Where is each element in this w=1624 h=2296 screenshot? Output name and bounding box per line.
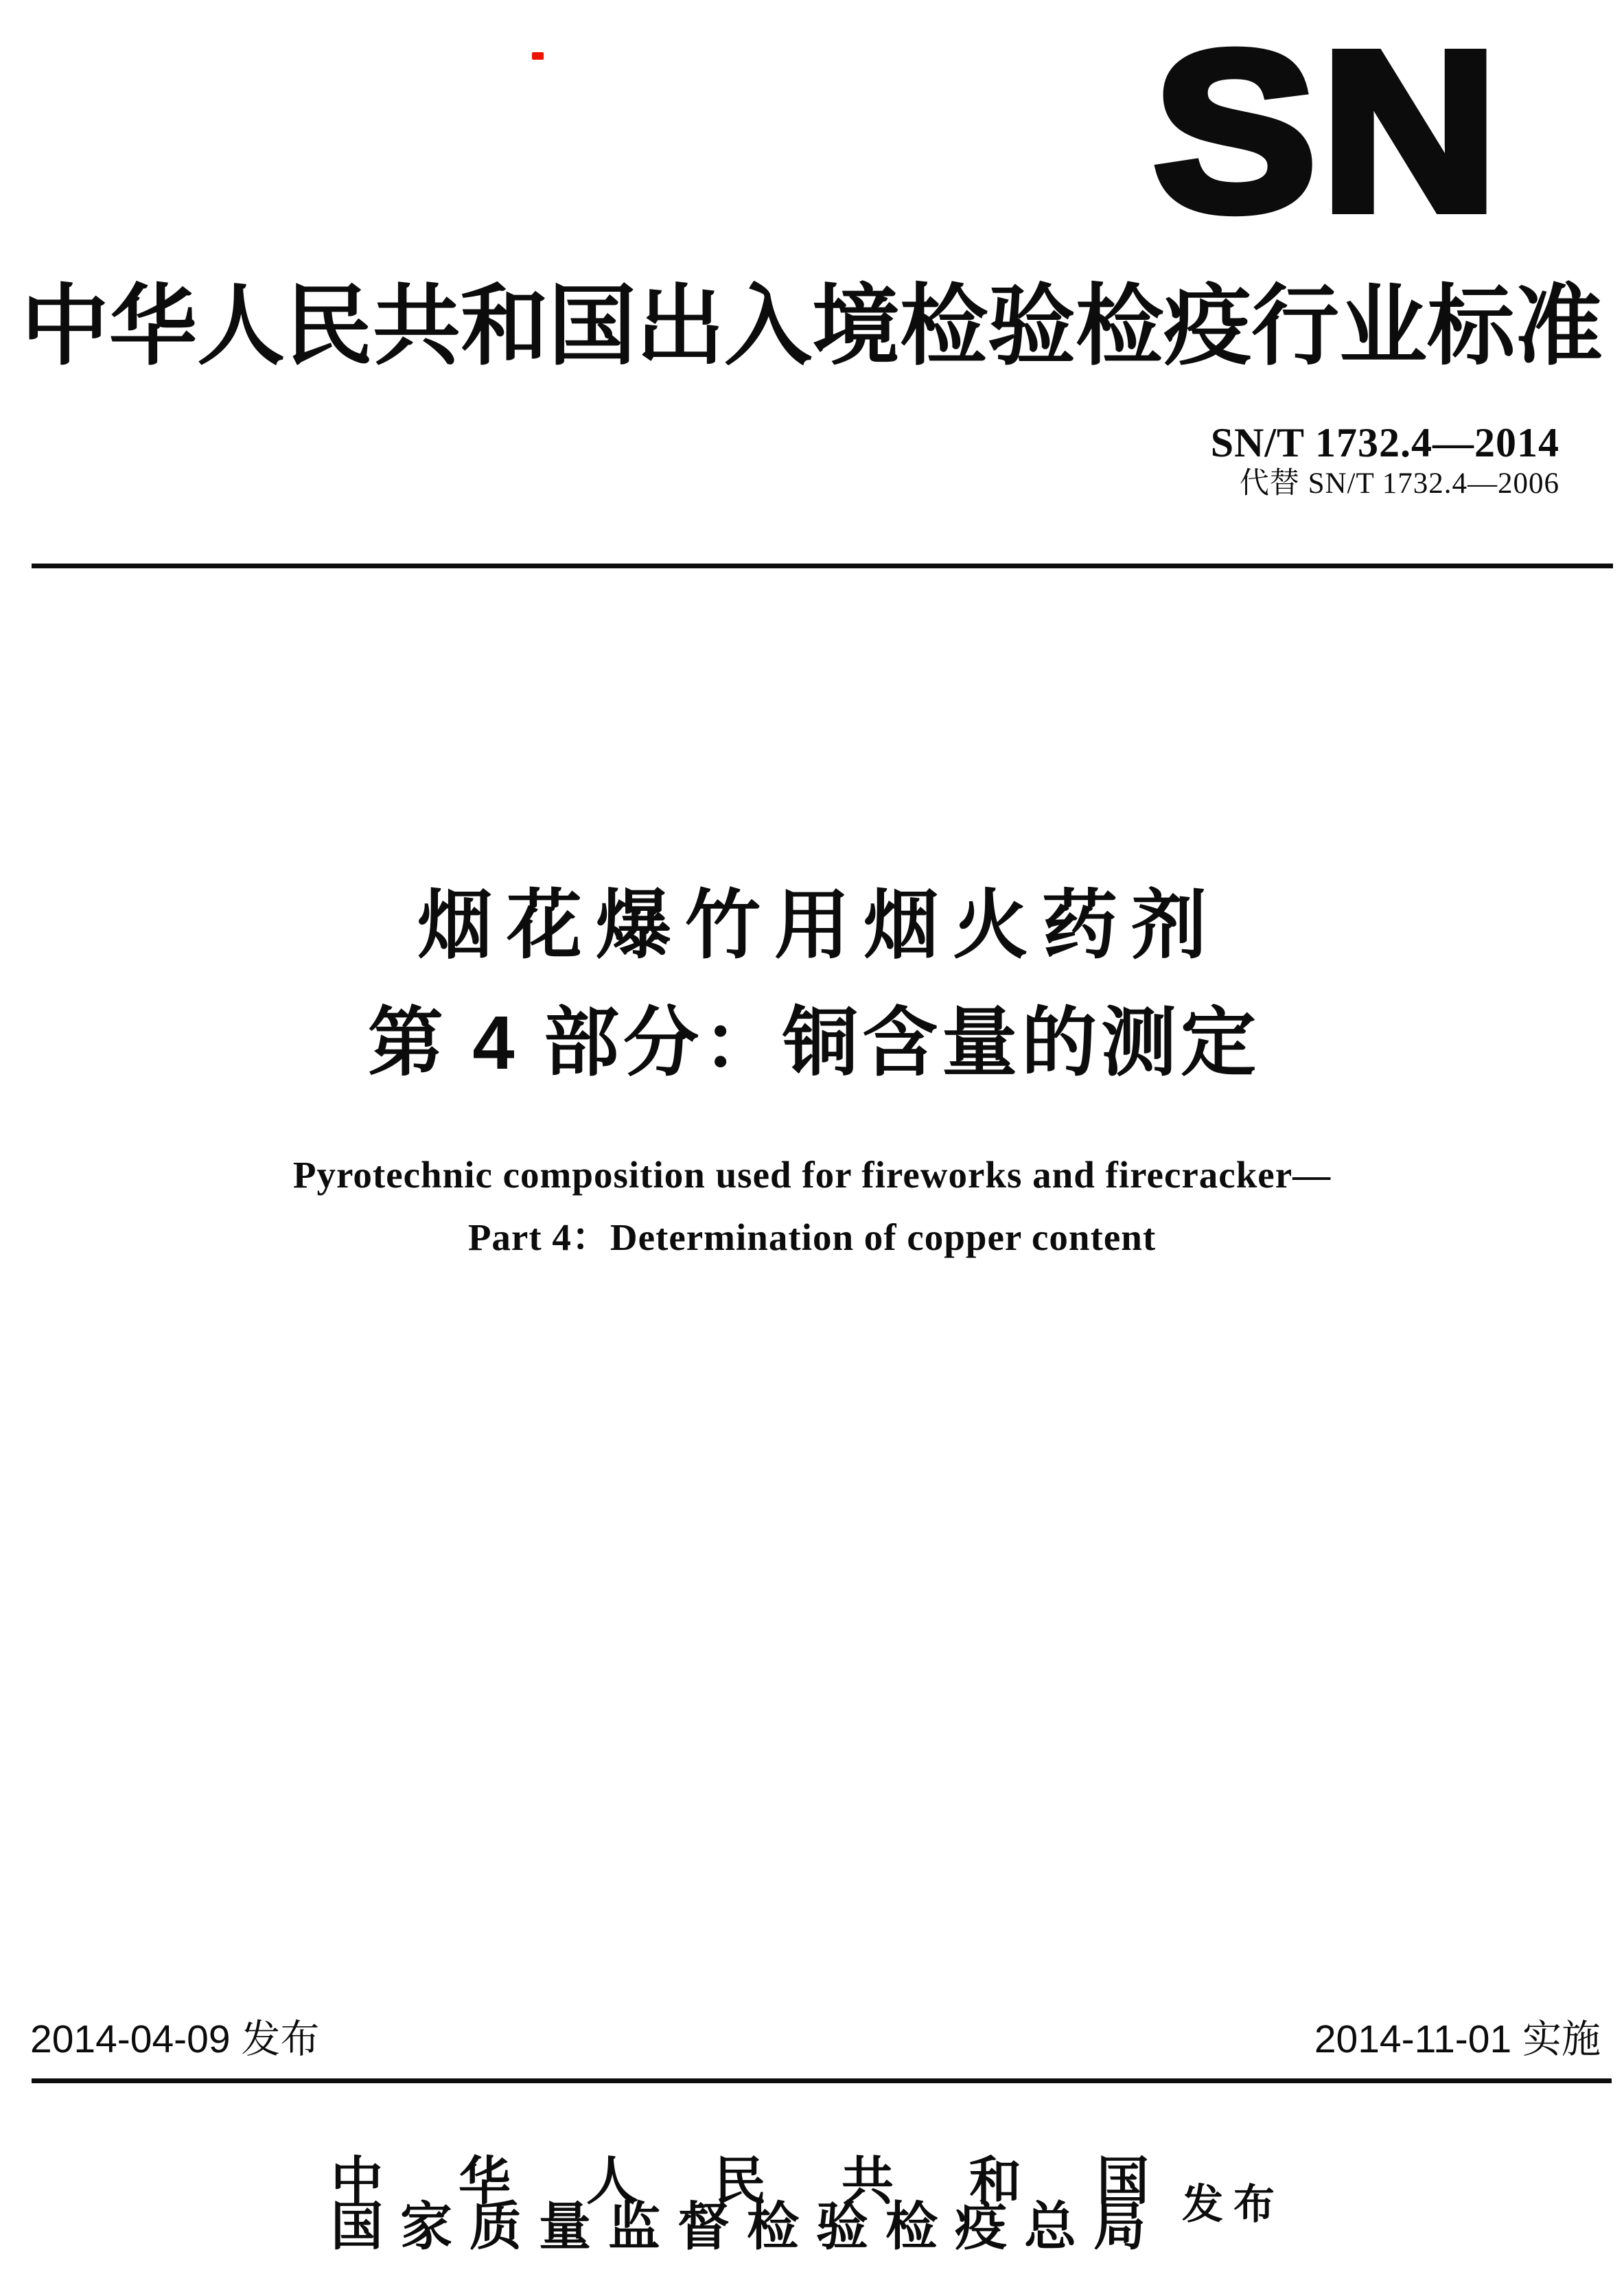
standard-banner-title: 中华人民共和国出入境检验检疫行业标准 [21, 277, 1603, 375]
red-registration-mark [532, 52, 544, 60]
document-title-cn [0, 885, 1624, 1085]
publisher-name-line2: 国家质量监督检验检疫总局 [331, 2199, 1163, 2256]
publish-label: 发 布 [1182, 2182, 1275, 2227]
document-title-en-line2: Part 4：Determination of copper content [467, 1216, 1157, 1258]
publisher-block [331, 2153, 1275, 2256]
standard-number-block [1211, 420, 1559, 500]
document-title-en-line1: Pyrotechnic composition used for fireworks and firecracker— [292, 1154, 1332, 1196]
bottom-rule [32, 2078, 1612, 2083]
standard-number: SN/T 1732.4—2014 [1210, 420, 1559, 465]
publisher-name-line1: 中华人民共和国 [331, 2153, 1225, 2211]
document-title-cn-line2: 第 4 部分：铜含量的测定 [367, 1000, 1261, 1085]
top-rule [32, 564, 1613, 568]
issue-date: 2014-04-09 发布 [30, 2017, 320, 2061]
document-title-en [0, 1155, 1624, 1258]
sn-logo: SN [1152, 4, 1502, 257]
document-title-cn-line1: 烟花爆竹用烟火药剂 [417, 883, 1220, 968]
implementation-date: 2014-11-01 实施 [1314, 2017, 1601, 2061]
superseded-standard-note: 代替 SN/T 1732.4—2006 [1239, 467, 1559, 500]
publisher-name [331, 2153, 1225, 2256]
